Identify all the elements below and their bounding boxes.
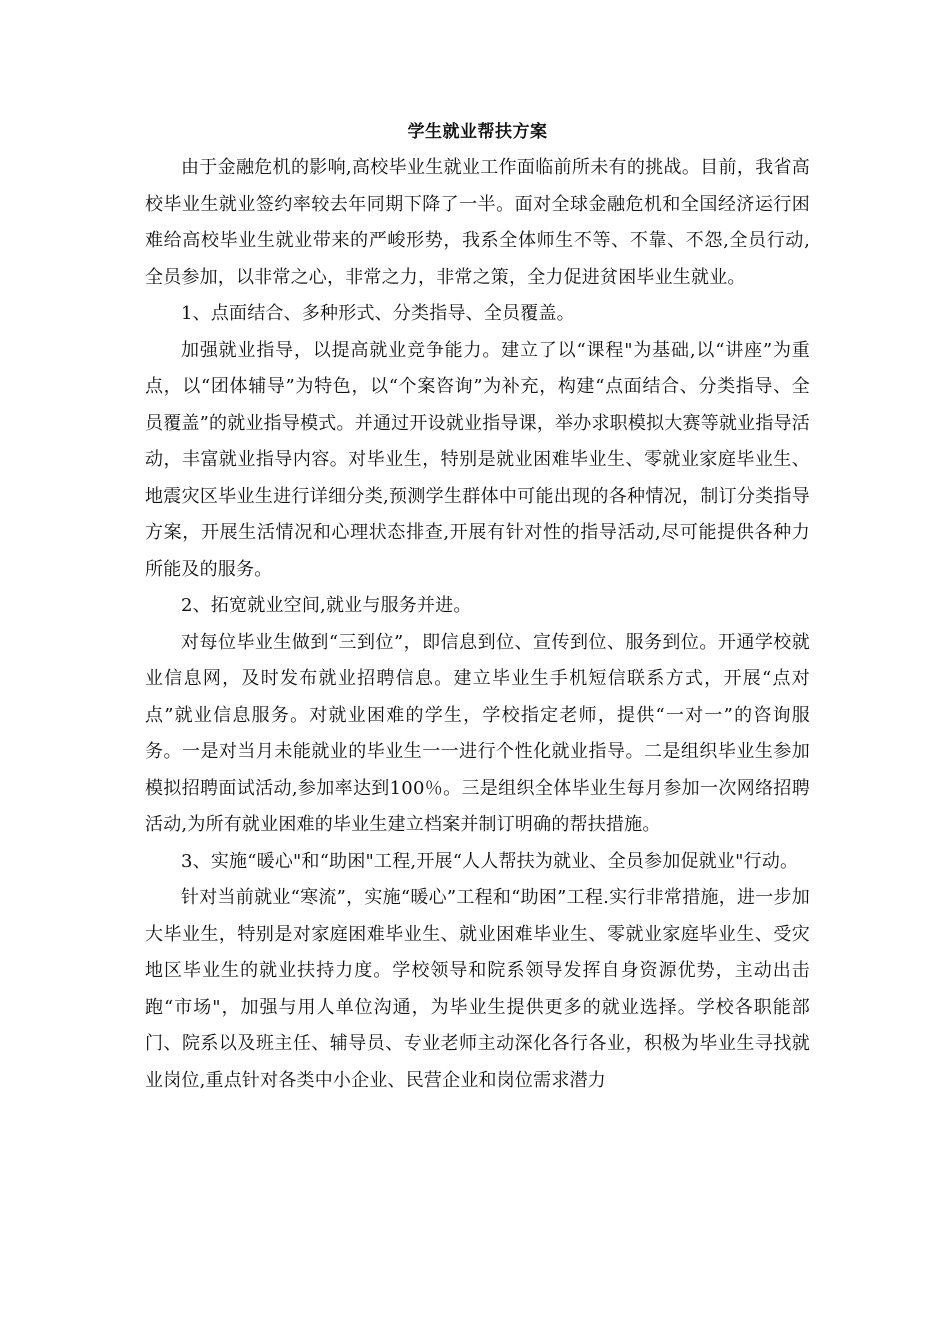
paragraph-section-1: 加强就业指导，以提高就业竞争能力。建立了以“课程"为基础,以“讲座”为重点，以“团体辅导”为特色，以“个案咨询”为补充，构建“点面结合、分类指导、全员覆盖”的就业指导模式。并通过开设就业指导课，举办求职模拟大赛等就业指导活动，丰富就业指导内容。对毕业生，特别是就业困难毕业生、零就业家庭毕业生、地震灾区毕业生进行详细分类,预测学生群体中可能出现的各种情况，制订分类指导方案，开展生活情况和心理状态排查,开展有针对性的指导活动,尽可能提供各种力所能及的服务。 (145, 339, 810, 580)
section-heading-1: 1、点面结合、多种形式、分类指导、全员覆盖。 (181, 303, 575, 324)
paragraph-section-2: 对每位毕业生做到“三到位”，即信息到位、宣传到位、服务到位。开通学校就业信息网，及时发布就业招聘信息。建立毕业生手机短信联系方式，开展“点对点”就业信息服务。对就业困难的学生，学校指定老师，提供“一对一”的咨询服务。一是对当月未能就业的毕业生一一进行个性化就业指导。二是组织毕业生参加模拟招聘面试活动,参加率达到100％。三是组织全体毕业生每月参加一次网络招聘活动,为所有就业困难的毕业生建立档案并制订明确的帮扶措施。 (145, 631, 810, 835)
document-body (145, 118, 810, 1099)
paragraph-section-3: 针对当前就业“寒流”，实施“暖心”工程和“助困”工程.实行非常措施，进一步加大毕业生，特别是对家庭困难毕业生、就业困难毕业生、零就业家庭毕业生、受灾地区毕业生的就业扶持力度。学校领导和院系领导发挥自身资源优势，主动出击跑“市场"，加强与用人单位沟通，为毕业生提供更多的就业选择。学校各职能部门、院系以及班主任、辅导员、专业老师主动深化各行各业，积极为毕业生寻找就业岗位,重点针对各类中小企业、民营企业和岗位需求潜力 (145, 887, 810, 1091)
document-title: 学生就业帮扶方案 (407, 122, 548, 142)
section-heading-3: 3、实施“暖心"和“助困"工程,开展“人人帮扶为就业、全员参加促就业"行动。 (181, 850, 799, 872)
paragraph-intro: 由于金融危机的影响,高校毕业生就业工作面临前所未有的挑战。目前，我省高校毕业生就业签约率较去年同期下降了一半。面对全球金融危机和全国经济运行困难给高校毕业生就业带来的严峻形势，我系全体师生不等、不靠、不怨,全员行动,全员参加，以非常之心，非常之力，非常之策，全力促进贫困毕业生就业。 (145, 157, 810, 288)
section-heading-2: 2、拓宽就业空间,就业与服务并进。 (181, 595, 472, 616)
